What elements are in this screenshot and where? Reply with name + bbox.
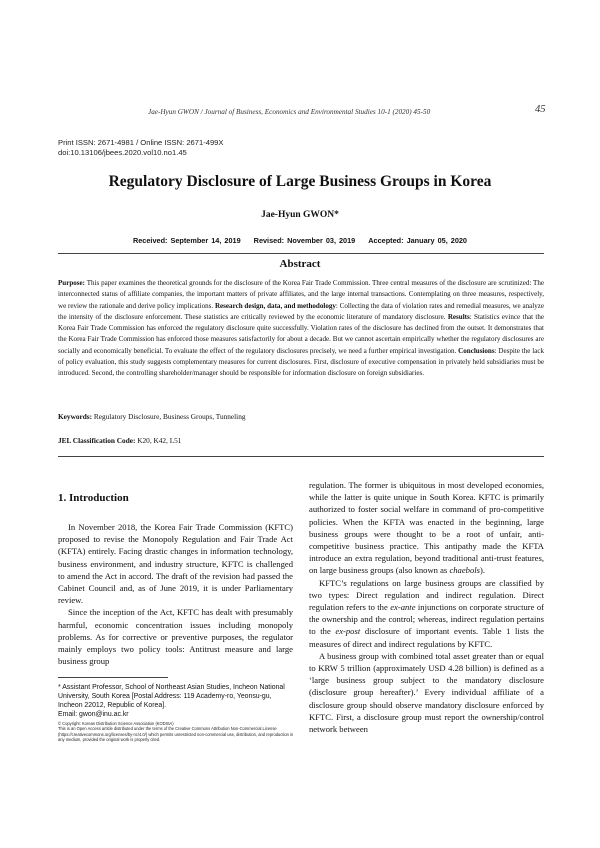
accepted-date: Accepted: January 05, 2020 [368, 236, 467, 245]
issn-line: Print ISSN: 2671-4981 / Online ISSN: 2671-499X [58, 138, 224, 147]
jel-codes [58, 436, 544, 445]
footnote-author [58, 684, 294, 720]
conclusions-label: Conclusions [458, 346, 495, 355]
keywords-text: Regulatory Disclosure, Business Groups, Tunneling [92, 412, 246, 421]
paragraph [309, 479, 544, 577]
italic-term: ex-ante [390, 602, 416, 613]
revised-date: Revised: November 03, 2019 [253, 236, 356, 245]
copyright-line: © Copyright: Korean Distribution Science Association (KODISA) [58, 721, 174, 726]
method-text: : Collecting the data of violation rates and remedial measures, we analyze the intensity of the disclosure enforcement. These statistics are critically reviewed by the economic literature of mandatory disclosure. [58, 301, 544, 321]
abstract-heading: Abstract [279, 258, 321, 270]
paragraph: Since the inception of the Act, KFTC has dealt with presumably harmful, economic concentration issues including monopoly problems. As for corrective or preventive purposes, the regulator mainly employs two policy tools: Antitrust measure and large business group [58, 607, 293, 667]
author-name: Jae-Hyun GWON* [261, 210, 339, 220]
article-dates [0, 236, 600, 245]
text-run: disclosure of important events. Table 1 lists the measures of direct and indirect regulations by KFTC. [309, 626, 544, 649]
divider-bottom [58, 456, 544, 457]
text-run: KFTC’s regulations on large business groups are classified by two types: Direct regulation and indirect regulation. Direct regulation refers to the [309, 577, 544, 613]
text-run: regulation. The former is ubiquitous in most developed economies, while the latter is quite unique in South Korea. KFTC is primarily authorized to foster social welfare in command of pro-competitive policies. When the KFTA was enacted in the beginning, large business groups were thought to be a root of unfair, anti-competitive business practice. This antipathy made the KFTA introduce an extra regulation, beyond traditional anti-trust features, on large business groups (also known as [309, 480, 544, 576]
italic-term: ex-post [335, 626, 361, 637]
running-head: Jae-Hyun GWON / Journal of Business, Economics and Environmental Studies 10-1 (2020) 45-50 [148, 108, 431, 116]
right-column [309, 479, 544, 735]
conclusions-text: : Despite the lack of policy evaluation, this study suggests complementary measures for current disclosures. First, disclosure of executive compensation in privately held subsidiaries must be introduced. Second, the controlling shareholder/manager should be responsible for information disclosure on foreign subsidiaries. [58, 346, 544, 378]
author-email[interactable]: Email: gwon@inu.ac.kr [58, 710, 129, 718]
results-text: : Statistics evince that the Korea Fair Trade Commission has enforced the regulatory disclosure quite successfully. Violation rates of the disclosure has declined from the outset. It demonstrates that the Korea Fair Trade Commission has enforced those measures satisfactorily for about a decade. But we cannot ascertain empirically whether the regulatory disclosures are socially and economically beneficial. To evaluate the effect of the regulatory disclosures precisely, we need a further empirical investigation. [58, 312, 544, 355]
footnote-license [58, 721, 294, 742]
purpose-text: This paper examines the theoretical grounds for the disclosure of the Korea Fair Trade Commission. Three central measures of the disclosure are scrutinized: The interconnected status of affiliate companies, the important matters of private affiliates, and the large internal transactions. Contemplating on three measures, respectively, we review the rationale and derive policy implications. [58, 279, 544, 310]
page-number: 45 [535, 104, 546, 115]
left-column [58, 521, 293, 667]
text-run: ). [480, 565, 486, 576]
author-affiliation: * Assistant Professor, School of Northeast Asian Studies, Incheon National University, South Korea [Postal Address: 119 Academy-ro, Yeonsu-gu, Incheon 22012, Republic of Korea]. [58, 684, 285, 709]
issn-block [58, 138, 223, 158]
italic-term: chaebols [449, 565, 480, 576]
jel-label: JEL Classification Code: [58, 436, 136, 445]
keywords-label: Keywords: [58, 412, 93, 421]
doi-line[interactable]: doi:10.13106/jbees.2020.vol10.no1.45 [58, 148, 187, 157]
paragraph: A business group with combined total asset greater than or equal to KRW 5 trillion (approximately USD 4.28 billion) is defined as a ‘large business group subject to the mandatory disclosure (disclosure group hereafter).’ Every individual affiliate of a disclosure group should observe mandatory disclosure enforced by KFTC. First, a disclosure group must report the ownership/control network between [309, 650, 544, 735]
abstract-body [58, 278, 544, 380]
divider-top [58, 253, 544, 254]
license-text: This is an Open Access article distributed under the terms of the Creative Commons Attribution Non-Commercial License (https://creativecommons.org/licenses/by-nc/4.0/) which permits unrestricted non-commercial use, distribution, and reproduction in any medium, provided the original work is properly cited. [58, 726, 294, 742]
method-label: Research design, data, and methodology [214, 301, 336, 310]
section-heading: 1. Introduction [58, 492, 129, 504]
results-label: Results [447, 312, 470, 321]
purpose-label: Purpose: [58, 279, 86, 287]
text-run: injunctions on corporate structure of the ownership and the control; whereas, indirect regulation pertains to the [309, 602, 544, 637]
paragraph: In November 2018, the Korea Fair Trade Commission (KFTC) proposed to revise the Monopoly Regulation and Fair Trade Act (KFTA) entirely. Facing drastic changes in information technology, business environment, and industry structure, KFTC is challenged to amend the Act in accord. The draft of the revision had passed the Cabinet Council and, as of June 2019, it is under Parliamentary review. [58, 522, 293, 606]
paragraph [309, 577, 544, 650]
paper-title: Regulatory Disclosure of Large Business Groups in Korea [108, 173, 492, 190]
received-date: Received: September 14, 2019 [132, 236, 241, 245]
footnote-rule [58, 677, 168, 678]
keywords [58, 412, 544, 421]
jel-text: K20, K42, L51 [135, 436, 182, 445]
